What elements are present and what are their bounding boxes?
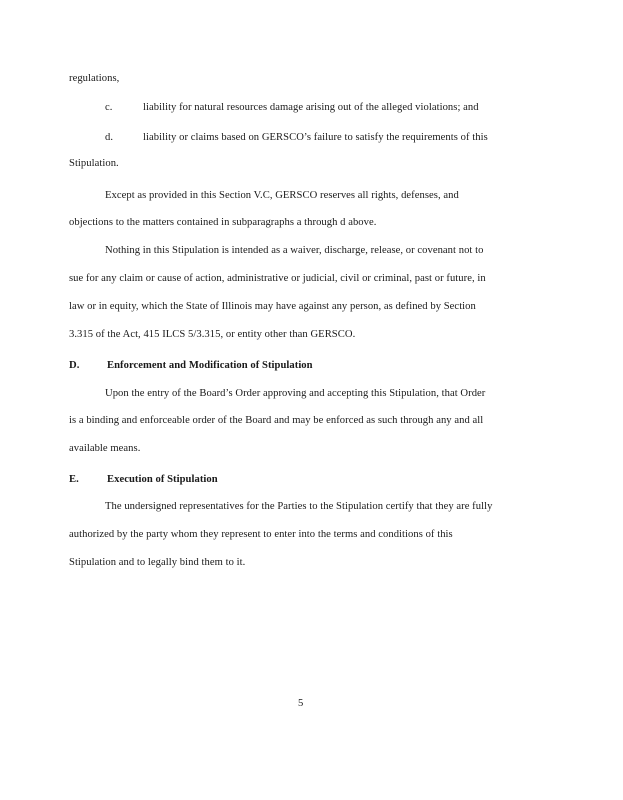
list-marker-c: c. [105,102,113,113]
paragraph-except-line2: objections to the matters contained in subparagraphs a through d above. [69,217,377,228]
text-line-regulations: regulations, [69,73,120,84]
paragraph-undersigned-line1: The undersigned representatives for the Parties to the Stipulation certify that they are fully [105,501,493,512]
list-marker-d: d. [105,132,114,143]
paragraph-nothing-line3: law or in equity, which the State of Illinois may have against any person, as defined by Section [69,301,476,312]
paragraph-upon-line2: is a binding and enforceable order of the Board and may be enforced as such through any and all [69,415,484,426]
paragraph-undersigned-line2: authorized by the party whom they represent to enter into the terms and conditions of this [69,529,453,540]
section-e-title: Execution of Stipulation [107,474,218,485]
paragraph-nothing-line1: Nothing in this Stipulation is intended as a waiver, discharge, release, or covenant not to [105,245,484,256]
paragraph-except-line1: Except as provided in this Section V.C, GERSCO reserves all rights, defenses, and [105,190,459,201]
section-d-letter: D. [69,360,80,371]
list-item-d-text-cont: Stipulation. [69,158,119,169]
paragraph-undersigned-line3: Stipulation and to legally bind them to it. [69,557,246,568]
paragraph-nothing-line2: sue for any claim or cause of action, administrative or judicial, civil or criminal, past or future, in [69,273,486,284]
section-e-letter: E. [69,474,79,485]
paragraph-upon-line3: available means. [69,443,141,454]
paragraph-upon-line1: Upon the entry of the Board’s Order approving and accepting this Stipulation, that Order [105,388,486,399]
paragraph-nothing-line4: 3.315 of the Act, 415 ILCS 5/3.315, or entity other than GERSCO. [69,329,356,340]
section-d-title: Enforcement and Modification of Stipulation [107,360,313,371]
list-item-d-text: liability or claims based on GERSCO’s failure to satisfy the requirements of this [143,132,488,143]
list-item-c-text: liability for natural resources damage arising out of the alleged violations; and [143,102,479,113]
page-number: 5 [298,698,304,709]
